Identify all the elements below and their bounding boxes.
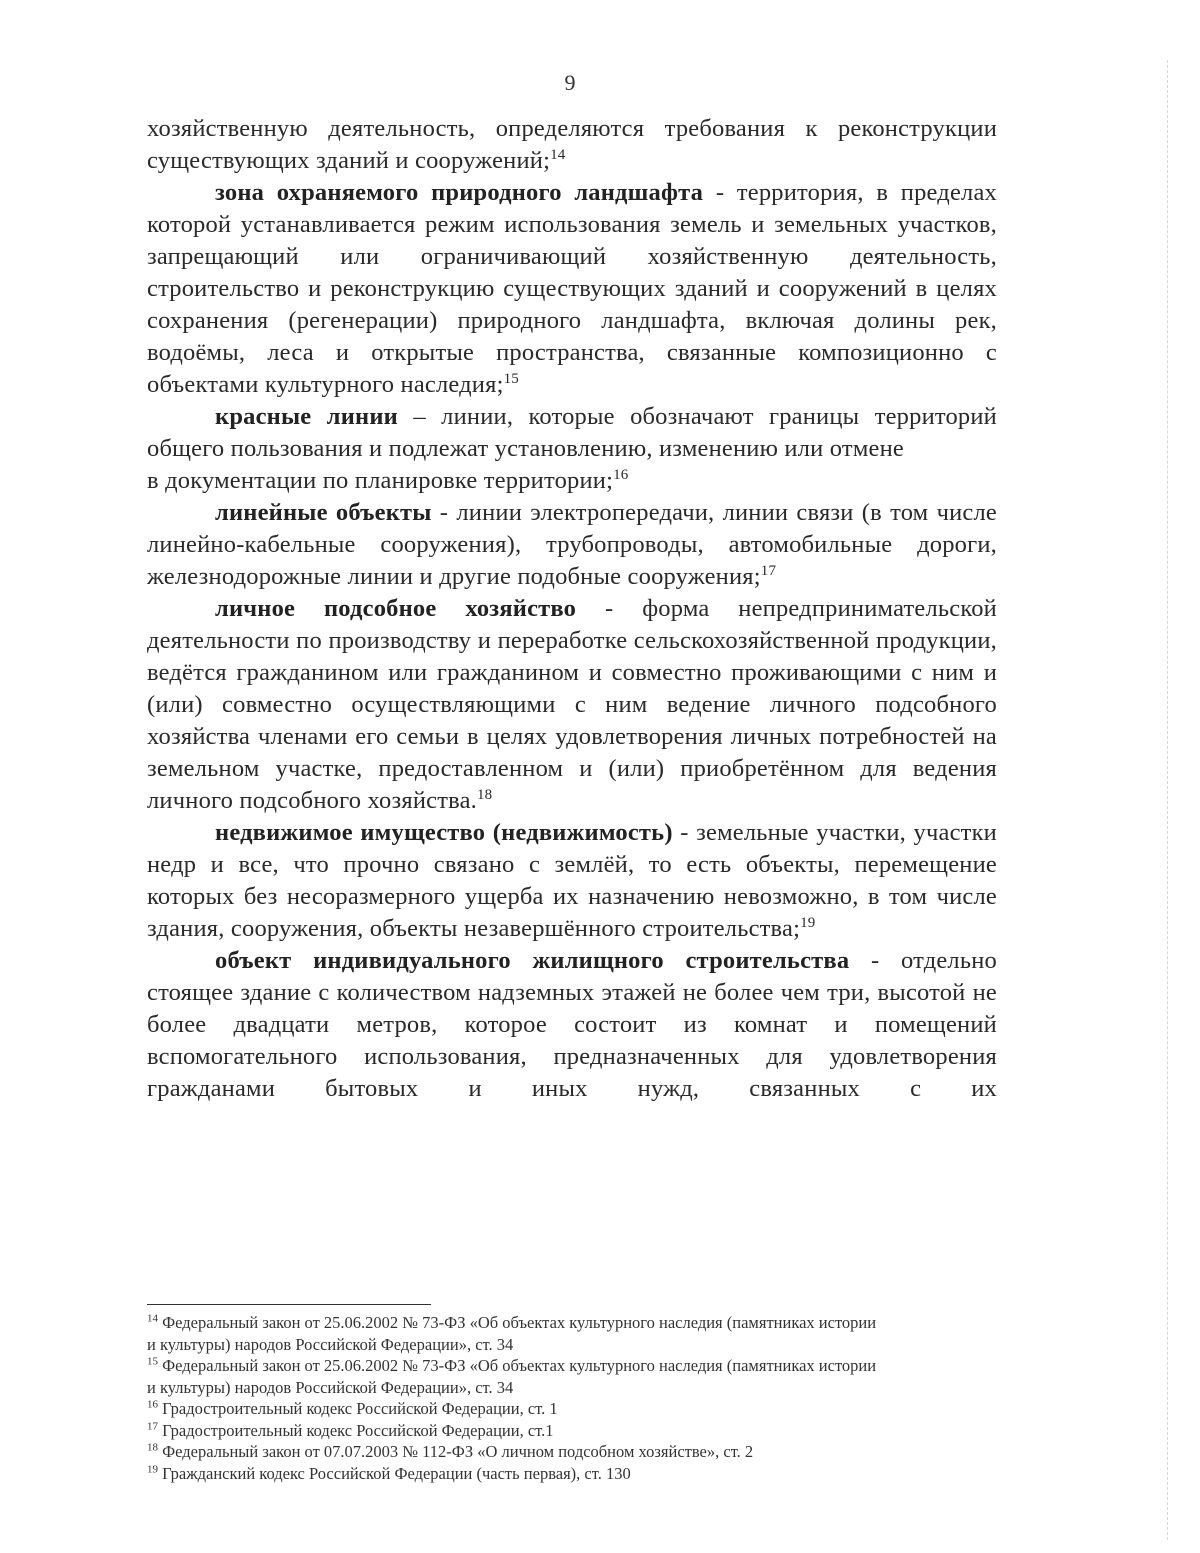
term: зона охраняемого природного ландшафта: [215, 179, 704, 206]
paragraph: [147, 817, 997, 945]
term: недвижимое имущество (недвижимость): [215, 819, 673, 846]
footnote-text: Федеральный закон от 25.06.2002 № 73-ФЗ «Об объектах культурного наследия (памятниках истории: [162, 1313, 877, 1332]
footnote-text: Федеральный закон от 07.07.2003 № 112-ФЗ «О личном подсобном хозяйстве», ст. 2: [162, 1442, 754, 1461]
page-number: 9: [564, 70, 576, 95]
footnote-text: и культуры) народов Российской Федерации», ст. 34: [147, 1377, 514, 1397]
footnotes: [147, 1312, 997, 1484]
footnote: [147, 1420, 997, 1442]
paragraph: [147, 593, 997, 817]
paragraph: [147, 401, 997, 465]
term: личное подсобное хозяйство: [215, 595, 577, 622]
paragraph: [147, 497, 997, 593]
footnote-ref: 17: [760, 562, 777, 579]
paragraph: [147, 177, 997, 401]
footnote-number: 18: [147, 1441, 158, 1454]
paragraph-text: - территория, в пределах которой устанавливается режим использования земель и земельных участков, запрещающий или ограничивающий хозяйственную деятельность, строительство и реконструкцию существующих зданий и сооружений в целях сохранения (регенерации) природного ландшафта, включая долины рек, водоёмы, леса и открытые пространства, связанные композиционно с объектами культурного наследия;: [147, 179, 998, 398]
body-text: [147, 113, 997, 1105]
paragraph-text: - отдельно стоящее здание с количеством надземных этажей не более чем три, высотой не более двадцати метров, которое состоит из комнат и помещений вспомогательного использования, предназначенных для удовлетворения гражданами бытовых и иных нужд, связанных с их: [147, 947, 997, 1102]
footnote-text: Градостроительный кодекс Российской Федерации, ст. 1: [162, 1399, 558, 1418]
paragraph-text: в документации по планировке территории;: [147, 467, 614, 494]
scan-edge-artifact: [1167, 60, 1168, 1540]
term: линейные объекты: [215, 499, 432, 526]
paragraph-text: хозяйственную деятельность, определяются требования к реконструкции существующих зданий и сооружений;: [147, 115, 997, 174]
footnote-ref: 15: [503, 370, 519, 387]
footnote-text: Градостроительный кодекс Российской Федерации, ст.1: [162, 1420, 554, 1440]
footnote: [147, 1398, 997, 1420]
footnote: [147, 1463, 997, 1485]
footnote-separator: [147, 1304, 431, 1305]
footnote-text: Гражданский кодекс Российской Федерации (часть первая), ст. 130: [162, 1463, 631, 1483]
paragraph: [147, 113, 997, 177]
paragraph-text: - линии электропередачи, линии связи (в том числе линейно-кабельные сооружения), трубопроводы, автомобильные дороги, железнодорожные линии и другие подобные сооружения;: [147, 499, 997, 590]
footnote-ref: 18: [476, 786, 493, 803]
footnote: [147, 1441, 997, 1463]
footnote-ref: 19: [800, 914, 816, 931]
footnote-text: и культуры) народов Российской Федерации», ст. 34: [147, 1334, 514, 1354]
footnote-number: 15: [147, 1355, 158, 1368]
footnote-number: 19: [147, 1463, 158, 1475]
footnote-ref: 16: [613, 466, 629, 483]
paragraph-text: - земельные участки, участки недр и все, что прочно связано с землёй, то есть объекты, перемещение которых без несоразмерного ущерба их назначению невозможно, в том числе здания, сооружения, объекты незавершённого строительства;: [147, 819, 997, 942]
paragraph: [147, 945, 997, 1105]
paragraph-text: – линии, которые обозначают границы территорий общего пользования и подлежат установлению, изменению или отмене: [147, 403, 997, 462]
footnote-number: 16: [147, 1398, 158, 1411]
footnote-number: 17: [147, 1420, 158, 1432]
footnote: [147, 1355, 997, 1398]
term: красные линии: [215, 403, 398, 430]
footnote-ref: 14: [550, 146, 566, 163]
paragraph: [147, 465, 997, 497]
term: объект индивидуального жилищного строительства: [215, 947, 850, 974]
footnote-text: Федеральный закон от 25.06.2002 № 73-ФЗ «Об объектах культурного наследия (памятниках истории: [162, 1356, 877, 1375]
paragraph-text: - форма непредпринимательской деятельности по производству и переработке сельскохозяйственной продукции, ведётся гражданином или гражданином и совместно проживающими с ним и (или) совместно осуществляющими с ним ведение личного подсобного хозяйства членами его семьи в целях удовлетворения личных потребностей на земельном участке, предоставленном и (или) приобретённом для ведения личного подсобного хозяйства.: [147, 595, 997, 814]
footnote: [147, 1312, 997, 1355]
footnote-number: 14: [147, 1312, 158, 1325]
